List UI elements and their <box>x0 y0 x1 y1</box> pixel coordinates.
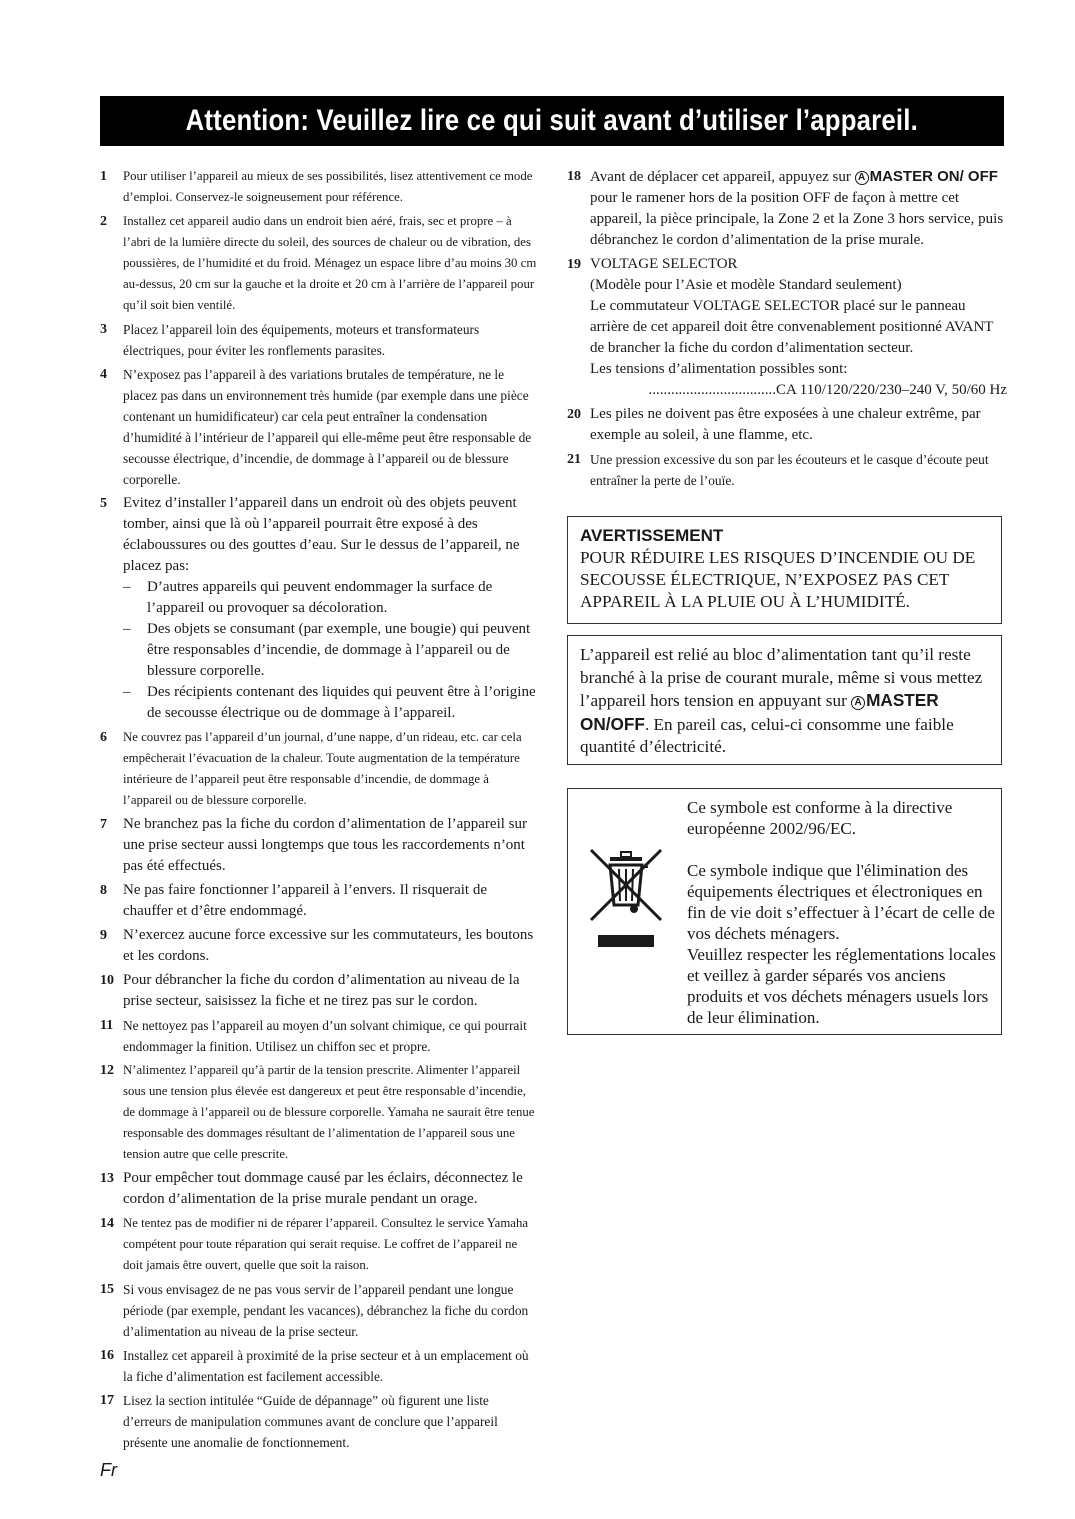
item-text: Ne branchez pas la fiche du cordon d’alimentation de l’appareil sur une prise secteur aussi longtemps que tous les raccordements n’ont pas été effectués. <box>123 816 527 874</box>
list-item-13 <box>100 1168 538 1210</box>
item-text: Ne tentez pas de modifier ni de réparer l’appareil. Consultez le service Yamaha compétent pour toute réparation qui serait requise. Le coffret de l’appareil ne doit jamais être ouvert, quelle que soit la raison. <box>123 1216 529 1272</box>
sub-list-item <box>123 619 538 682</box>
item-text: Pour utiliser l’appareil au mieux de ses possibilités, lisez attentivement ce mode d’emploi. Conservez-le soigneusement pour référence. <box>123 169 533 204</box>
power-note-post: . En pareil cas, celui-ci consomme une faible quantité d’électricité. <box>580 714 954 756</box>
item-text: Pour empêcher tout dommage causé par les éclairs, déconnectez le cordon d’alimentation de la prise murale pendant un orage. <box>123 1170 523 1207</box>
master-on-off-label: MASTER ON/OFF <box>580 690 939 734</box>
weee-box <box>567 788 1002 1035</box>
dash-marker: – <box>123 684 131 700</box>
left-column <box>100 166 538 1456</box>
item-number: 13 <box>100 1171 114 1186</box>
list-item-6 <box>100 727 538 811</box>
item-number: 20 <box>567 407 581 422</box>
item-number: 15 <box>100 1282 114 1297</box>
list-item-7 <box>100 814 538 877</box>
sub-item-text: D’autres appareils qui peuvent endommager la surface de l’appareil ou provoquer sa décoloration. <box>147 579 493 616</box>
list-item-17 <box>100 1390 538 1453</box>
list-item-3 <box>100 319 538 361</box>
dash-marker: – <box>123 579 131 595</box>
weee-disposal-text: Ce symbole indique que l'élimination des équipements électriques et électroniques en fin de vie doit s’effectuer à l’écart de celle de vos déchets ménagers. <box>687 861 995 943</box>
master-button-badge-icon: A <box>851 696 865 710</box>
item-number: 6 <box>100 730 107 745</box>
item-text: Les piles ne doivent pas être exposées à une chaleur extrême, par exemple au soleil, à une flamme, etc. <box>590 406 981 443</box>
warning-box <box>567 516 1002 624</box>
item-number: 9 <box>100 928 107 943</box>
weee-text <box>687 797 997 1028</box>
sub-list <box>123 577 538 724</box>
item-text-block <box>590 166 1007 251</box>
list-item-9 <box>100 925 538 967</box>
item-text: Ne pas faire fonctionner l’appareil à l’envers. Il risquerait de chauffer et d’être endommagé. <box>123 882 487 919</box>
item-number: 12 <box>100 1063 114 1078</box>
item-number: 5 <box>100 496 107 511</box>
item-text: Ne couvrez pas l’appareil d’un journal, d’une nappe, d’un rideau, etc. car cela empêcherait l’évacuation de la chaleur. Toute augmentation de la température intérieure de l’appareil peut être responsable d’incendie, de dommage à l’appareil ou de blessure corporelle. <box>123 730 522 807</box>
voltage-list-intro: Les tensions d’alimentation possibles sont: <box>590 361 848 377</box>
sub-item-text: Des récipients contenant des liquides qui peuvent être à l’origine de secousse électrique ou de dommage à l’appareil. <box>147 684 536 721</box>
list-item-15 <box>100 1279 538 1342</box>
item-number: 17 <box>100 1393 114 1408</box>
item-number: 2 <box>100 214 107 229</box>
item-text: N’exposez pas l’appareil à des variations brutales de température, ne le placez pas dans un environnement très humide (par exemple dans une pièce contenant un humidificateur) car cela peut entraîner la condensation d’humidité à l’intérieur de l’appareil qui elle-même peut être responsable de secousse électrique, d’incendie, de dommage à l’appareil ou de blessure corporelle. <box>123 367 532 487</box>
item-text: N’exercez aucune force excessive sur les commutateurs, les boutons et les cordons. <box>123 927 534 964</box>
page-language-label: Fr <box>100 1460 117 1480</box>
item-number: 14 <box>100 1216 114 1231</box>
sub-item-text: Des objets se consumant (par exemple, une bougie) qui peuvent être responsables d’incendie, de dommage à l’appareil ou de blessure corporelle. <box>147 621 531 679</box>
item-number: 11 <box>100 1018 114 1033</box>
list-item-21 <box>567 449 1007 491</box>
crossed-out-wheeled-bin-icon <box>588 847 664 956</box>
item-number: 8 <box>100 883 107 898</box>
item-text-block <box>123 493 538 724</box>
item-text-block <box>590 254 1007 401</box>
list-item-11 <box>100 1015 538 1057</box>
weee-directive-text: Ce symbole est conforme à la directive européenne 2002/96/EC. <box>687 798 953 838</box>
list-item-14 <box>100 1213 538 1276</box>
list-item-10 <box>100 970 538 1012</box>
item-text: Ne nettoyez pas l’appareil au moyen d’un solvant chimique, ce qui pourrait endommager la finition. Utilisez un chiffon sec et propre. <box>123 1018 527 1054</box>
dash-marker: – <box>123 621 131 637</box>
voltage-model-note: (Modèle pour l’Asie et modèle Standard seulement) <box>590 277 902 293</box>
voltage-selector-desc: Le commutateur VOLTAGE SELECTOR placé sur le panneau arrière de cet appareil doit être convenablement positionné AVANT de brancher la fiche du cordon d’alimentation secteur. <box>590 298 994 356</box>
warning-title: AVERTISSEMENT <box>580 526 724 545</box>
item-text: Une pression excessive du son par les écouteurs et le casque d’écoute peut entraîner la perte de l’ouïe. <box>590 452 989 488</box>
power-note-box <box>567 635 1002 765</box>
page-title <box>100 96 1004 146</box>
item-number: 1 <box>100 169 107 184</box>
sub-list-item <box>123 577 538 619</box>
list-item-4 <box>100 364 538 490</box>
item-text-pre: Avant de déplacer cet appareil, appuyez sur <box>590 169 855 185</box>
list-item-18 <box>567 166 1007 251</box>
item-text: Lisez la section intitulée “Guide de dépannage” où figurent une liste d’erreurs de manipulation communes avant de conclure que l’appareil présente une anomalie de fonctionnement. <box>123 1393 498 1450</box>
power-note-text <box>580 644 989 759</box>
item-text-post: pour le ramener hors de la position OFF de façon à mettre cet appareil, la pièce principale, la Zone 2 et la Zone 3 hors service, puis débranchez le cordon d’alimentation de la prise murale. <box>590 190 1004 248</box>
warning-body: POUR RÉDUIRE LES RISQUES D’INCENDIE OU DE SECOUSSE ÉLECTRIQUE, N’EXPOSEZ PAS CET APPAREIL À LA PLUIE OU À L’HUMIDITÉ. <box>580 548 976 611</box>
item-text: Pour débrancher la fiche du cordon d’alimentation au niveau de la prise secteur, saisissez la fiche et ne tirez pas sur le cordon. <box>123 972 520 1009</box>
list-item-16 <box>100 1345 538 1387</box>
list-item-2 <box>100 211 538 316</box>
list-item-19 <box>567 254 1007 401</box>
list-item-8 <box>100 880 538 922</box>
item-number: 3 <box>100 322 107 337</box>
voltage-selector-heading: VOLTAGE SELECTOR <box>590 256 738 272</box>
item-number: 4 <box>100 367 107 382</box>
weee-regulations-text: Veuillez respecter les réglementations locales et veillez à garder séparés vos anciens produits et vos déchets ménagers usuels lors de leur élimination. <box>687 945 996 1027</box>
list-item-12 <box>100 1060 538 1165</box>
item-number: 18 <box>567 169 581 184</box>
list-item-20 <box>567 404 1007 446</box>
sub-list-item <box>123 682 538 724</box>
item-number: 16 <box>100 1348 114 1363</box>
master-button-badge-icon: A <box>855 171 869 185</box>
item-text: Placez l’appareil loin des équipements, moteurs et transformateurs électriques, pour éviter les ronflements parasites. <box>123 322 480 358</box>
right-column <box>567 166 1007 494</box>
item-number: 7 <box>100 817 107 832</box>
item-text: Installez cet appareil à proximité de la prise secteur et à un emplacement où la fiche d’alimentation est facilement accessible. <box>123 1348 529 1384</box>
item-text: Si vous envisagez de ne pas vous servir de l’appareil pendant une longue période (par exemple, pendant les vacances), débranchez la fiche du cordon d’alimentation au niveau de la prise secteur. <box>123 1282 529 1339</box>
item-text: Installez cet appareil audio dans un endroit bien aéré, frais, sec et propre – à l’abri de la lumière directe du soleil, des sources de chaleur ou de vibration, des poussières, de l’humidité et du froid. Ménagez un espace libre d’au moins 30 cm au-dessus, 20 cm sur la gauche et la droite et 20 cm à l’arrière de l’appareil pour qu’il soit bien ventilé. <box>123 214 537 312</box>
power-note-pre: L’appareil est relié au bloc d’alimentation tant qu’il reste branché à la prise de courant murale, même si vous mettez l’appareil hors tension en appuyant sur <box>580 645 983 710</box>
list-item-1 <box>100 166 538 208</box>
master-on-off-label: MASTER ON/ OFF <box>869 168 998 185</box>
item-number: 19 <box>567 257 581 272</box>
item-text: Evitez d’installer l’appareil dans un endroit où des objets peuvent tomber, ainsi que là où l’appareil pourrait être exposé à des éclaboussures ou des gouttes d’eau. Sur le dessus de l’appareil, ne placez pas: <box>123 495 520 574</box>
item-number: 21 <box>567 452 581 467</box>
list-item-5 <box>100 493 538 724</box>
item-text: N’alimentez l’appareil qu’à partir de la tension prescrite. Alimenter l’appareil sous une tension plus élevée est dangereux et peut être responsable d’incendie, de dommage à l’appareil ou de blessure corporelle. Yamaha ne saurait être tenue responsable des dommages résultant de l’alimentation de l’appareil sous une tension autre que celle prescrite. <box>123 1063 535 1161</box>
item-number: 10 <box>100 973 114 988</box>
voltage-values: ..................................CA 110/120/220/230–240 V, 50/60 Hz <box>648 382 1007 398</box>
page-title-text: Attention: Veuillez lire ce qui suit avant d’utiliser l’appareil. <box>185 104 919 137</box>
